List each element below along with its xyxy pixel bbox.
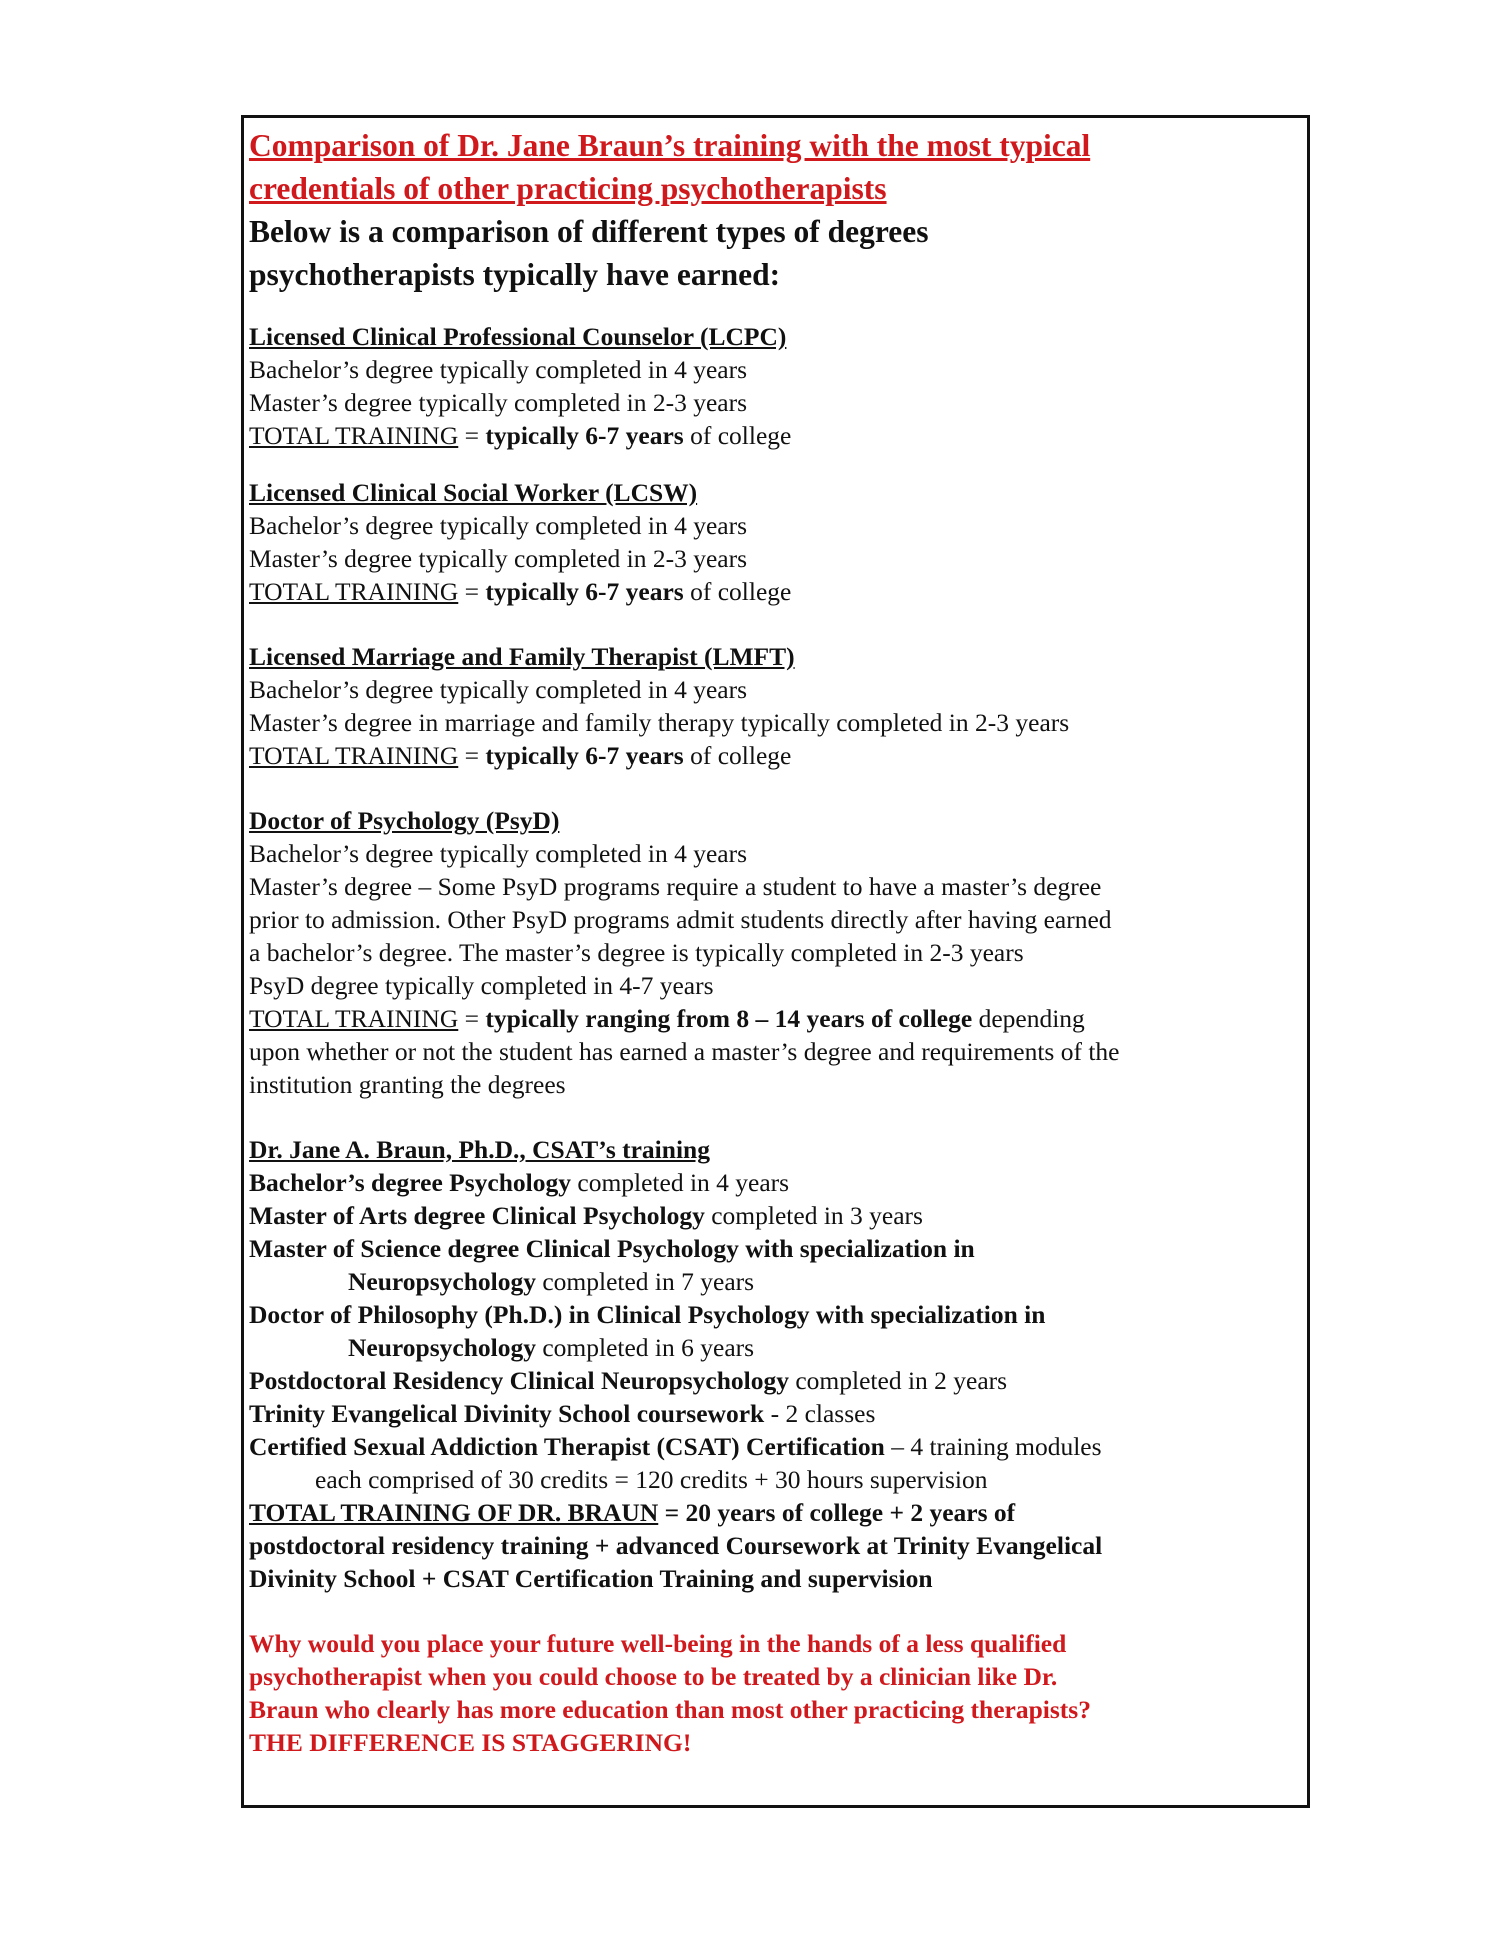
braun-total-continuation: Divinity School + CSAT Certification Training and supervision — [249, 1564, 933, 1593]
degree-duration: completed in 6 years — [535, 1333, 755, 1362]
total-training-label: TOTAL TRAINING — [249, 1004, 459, 1033]
total-continuation: upon whether or not the student has earned a master’s degree and requirements of the — [249, 1037, 1120, 1066]
braun-degree-line — [249, 1166, 1299, 1199]
section-heading: Licensed Clinical Social Worker (LCSW) — [249, 478, 698, 507]
total-years: typically 6-7 years — [485, 577, 684, 606]
braun-degree-line — [249, 1199, 1299, 1232]
total-years: typically 6-7 years — [485, 741, 684, 770]
psyd-line: PsyD degree typically completed in 4-7 years — [249, 971, 714, 1000]
master-line: a bachelor’s degree. The master’s degree is typically completed in 2-3 years — [249, 938, 1024, 967]
intro-text — [249, 210, 1299, 296]
degree-name: Postdoctoral Residency Clinical Neuropsychology — [249, 1366, 789, 1395]
degree-duration: completed in 2 years — [788, 1366, 1008, 1395]
degree-duration: completed in 4 years — [571, 1168, 790, 1197]
degree-name: Trinity Evangelical Divinity School coursework — [249, 1399, 765, 1428]
total-training-label: TOTAL TRAINING — [249, 577, 459, 606]
section-lcpc — [249, 320, 1299, 452]
degree-name: Neuropsychology — [348, 1333, 536, 1362]
degree-name: Master of Arts degree Clinical Psychology — [249, 1201, 705, 1230]
page-title — [249, 124, 1299, 210]
total-rest: of college — [683, 577, 792, 606]
closing-line: THE DIFFERENCE IS STAGGERING! — [249, 1728, 692, 1757]
braun-degree-line — [249, 1364, 1299, 1397]
degree-duration: completed in 3 years — [704, 1201, 923, 1230]
degree-duration: completed in 7 years — [535, 1267, 755, 1296]
section-lmft — [249, 640, 1299, 772]
title-line-1: Comparison of Dr. Jane Braun’s training with the most typical — [249, 128, 1091, 163]
section-heading: Licensed Clinical Professional Counselor (LCPC) — [249, 322, 787, 351]
braun-degree-line: Master of Science degree Clinical Psychology with specialization in — [249, 1234, 975, 1263]
braun-total-line — [249, 1496, 1299, 1529]
section-heading: Doctor of Psychology (PsyD) — [249, 806, 560, 835]
total-continuation: institution granting the degrees — [249, 1070, 566, 1099]
total-training-line — [249, 419, 1299, 452]
title-line-2: credentials of other practicing psychotherapists — [249, 171, 887, 206]
equals: = — [458, 741, 486, 770]
total-years: typically 6-7 years — [485, 421, 684, 450]
degree-name: Certified Sexual Addiction Therapist (CSAT) Certification — [249, 1432, 885, 1461]
total-rest: of college — [683, 741, 792, 770]
master-line: Master’s degree – Some PsyD programs require a student to have a master’s degree — [249, 872, 1102, 901]
master-line: Master’s degree typically completed in 2-3 years — [249, 388, 748, 417]
total-years: = 20 years of college + 2 years of — [658, 1498, 1016, 1527]
section-lcsw — [249, 476, 1299, 608]
braun-total-continuation: postdoctoral residency training + advanced Coursework at Trinity Evangelical — [249, 1531, 1103, 1560]
bachelor-line: Bachelor’s degree typically completed in 4 years — [249, 675, 748, 704]
bachelor-line: Bachelor’s degree typically completed in 4 years — [249, 839, 748, 868]
master-line: prior to admission. Other PsyD programs admit students directly after having earned — [249, 905, 1112, 934]
degree-duration: – 4 training modules — [884, 1432, 1102, 1461]
degree-name: Bachelor’s degree Psychology — [249, 1168, 571, 1197]
braun-degree-line: each comprised of 30 credits = 120 credits + 30 hours supervision — [315, 1465, 988, 1494]
degree-duration: - 2 classes — [764, 1399, 876, 1428]
section-heading: Dr. Jane A. Braun, Ph.D., CSAT’s training — [249, 1135, 710, 1164]
master-line: Master’s degree typically completed in 2-3 years — [249, 544, 748, 573]
braun-degree-line — [249, 1397, 1299, 1430]
total-training-label: TOTAL TRAINING — [249, 741, 459, 770]
total-training-line — [249, 575, 1299, 608]
intro-line-2: psychotherapists typically have earned: — [249, 257, 781, 292]
closing-line: Braun who clearly has more education than most other practicing therapists? — [249, 1695, 1091, 1724]
equals: = — [458, 421, 486, 450]
master-line: Master’s degree in marriage and family therapy typically completed in 2-3 years — [249, 708, 1070, 737]
total-rest: of college — [683, 421, 792, 450]
braun-degree-line: Doctor of Philosophy (Ph.D.) in Clinical Psychology with specialization in — [249, 1300, 1046, 1329]
total-training-label: TOTAL TRAINING — [249, 421, 459, 450]
intro-line-1: Below is a comparison of different types of degrees — [249, 214, 929, 249]
equals: = — [458, 577, 486, 606]
section-braun — [249, 1133, 1299, 1595]
total-rest: depending — [972, 1004, 1085, 1033]
bachelor-line: Bachelor’s degree typically completed in 4 years — [249, 511, 748, 540]
closing-line: psychotherapist when you could choose to be treated by a clinician like Dr. — [249, 1662, 1058, 1691]
degree-name: Neuropsychology — [348, 1267, 536, 1296]
braun-degree-line — [249, 1265, 1299, 1298]
total-training-label: TOTAL TRAINING OF DR. BRAUN — [249, 1498, 659, 1527]
total-training-line — [249, 739, 1299, 772]
braun-degree-line — [249, 1430, 1299, 1463]
closing-statement — [249, 1627, 1299, 1759]
bachelor-line: Bachelor’s degree typically completed in 4 years — [249, 355, 748, 384]
section-psyd — [249, 804, 1299, 1101]
closing-line: Why would you place your future well-being in the hands of a less qualified — [249, 1629, 1067, 1658]
total-training-line — [249, 1002, 1299, 1035]
total-years: typically ranging from 8 – 14 years of college — [485, 1004, 973, 1033]
section-heading: Licensed Marriage and Family Therapist (LMFT) — [249, 642, 795, 671]
document-content — [249, 124, 1299, 1759]
equals: = — [458, 1004, 486, 1033]
braun-degree-line — [249, 1331, 1299, 1364]
